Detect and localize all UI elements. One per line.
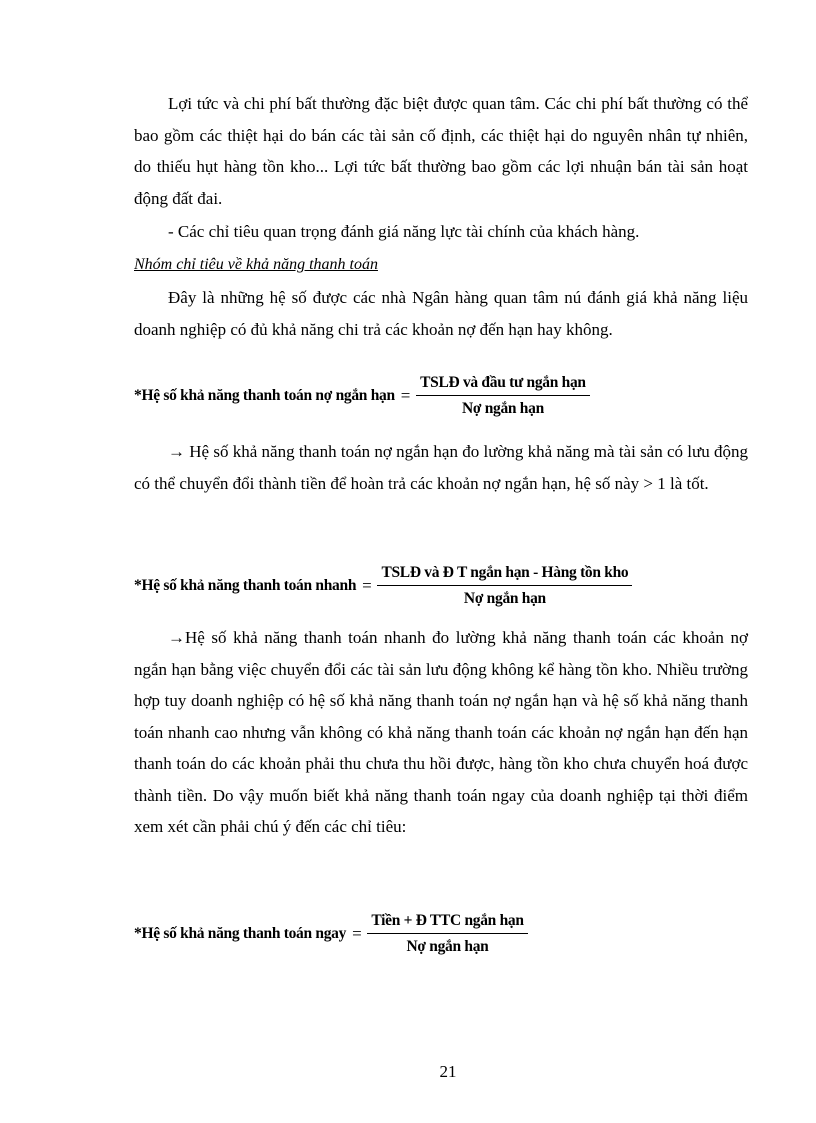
formula-label: *Hệ số khả năng thanh toán nợ ngắn hạn bbox=[134, 387, 395, 404]
fraction bbox=[367, 912, 527, 956]
paragraph-liquidity-intro: Đây là những hệ số được các nhà Ngân hàng quan tâm nú đánh giá khả năng liệu doanh nghiệp có đủ khả năng chi trả các khoản nợ đến hạn hay không. bbox=[134, 288, 748, 339]
equals-sign: = bbox=[362, 576, 372, 595]
formula-label: *Hệ số khả năng thanh toán ngay bbox=[134, 925, 347, 942]
fraction-numerator: Tiền + Đ TTC ngắn hạn bbox=[367, 912, 527, 934]
fraction bbox=[377, 564, 632, 608]
fraction-denominator: Nợ ngắn hạn bbox=[461, 400, 544, 417]
formula-label: *Hệ số khả năng thanh toán nhanh bbox=[134, 577, 357, 594]
fraction bbox=[416, 374, 590, 418]
section-heading-liquidity: Nhóm chỉ tiêu về khả năng thanh toán bbox=[134, 256, 378, 273]
paragraph-unusual-income: Lợi tức và chi phí bất thường đặc biệt được quan tâm. Các chi phí bất thường có thể bao gồm các thiệt hại do bán các tài sản cố định, các thiệt hại do nguyên nhân tự nhiên, do thiếu hụt hàng tồn kho... Lợi tức bất thường bao gồm các lợi nhuận bán tài sản hoạt động đất đai. bbox=[134, 94, 748, 208]
paragraph-quick-ratio-explanation: →Hệ số khả năng thanh toán nhanh đo lường khả năng thanh toán các khoản nợ ngắn hạn bằng việc chuyển đổi các tài sản lưu động không kể hàng tồn kho. Nhiều trường hợp tuy doanh nghiệp có hệ số khả năng thanh toán nợ ngắn hạn và hệ số khả năng thanh toán nhanh cao nhưng vẫn không có khả năng thanh toán các khoản nợ ngắn hạn đến hạn thanh toán do các khoản phải thu chưa thu hồi được, hàng tồn kho chưa chuyển hoá được thành tiền. Do vậy muốn biết khả năng thanh toán ngay của doanh nghiệp tại thời điểm xem xét cần phải chú ý đến các chỉ tiêu: bbox=[134, 628, 748, 836]
equals-sign: = bbox=[352, 924, 362, 943]
fraction-denominator: Nợ ngắn hạn bbox=[406, 938, 489, 955]
bullet-financial-indicators: - Các chỉ tiêu quan trọng đánh giá năng lực tài chính của khách hàng. bbox=[168, 222, 640, 241]
paragraph-current-ratio-explanation: → Hệ số khả năng thanh toán nợ ngắn hạn đo lường khả năng mà tài sản có lưu động có thể chuyển đổi thành tiền để hoàn trả các khoản nợ ngắn hạn, hệ số này > 1 là tốt. bbox=[134, 442, 748, 493]
formula-quick-ratio bbox=[134, 564, 632, 608]
fraction-numerator: TSLĐ và đầu tư ngắn hạn bbox=[416, 374, 590, 396]
fraction-denominator: Nợ ngắn hạn bbox=[463, 590, 546, 607]
formula-cash-ratio bbox=[134, 912, 528, 956]
equals-sign: = bbox=[400, 386, 411, 405]
fraction-numerator: TSLĐ và Đ T ngắn hạn - Hàng tồn kho bbox=[377, 564, 632, 586]
formula-current-ratio bbox=[134, 374, 590, 418]
page-number: 21 bbox=[439, 1062, 457, 1081]
